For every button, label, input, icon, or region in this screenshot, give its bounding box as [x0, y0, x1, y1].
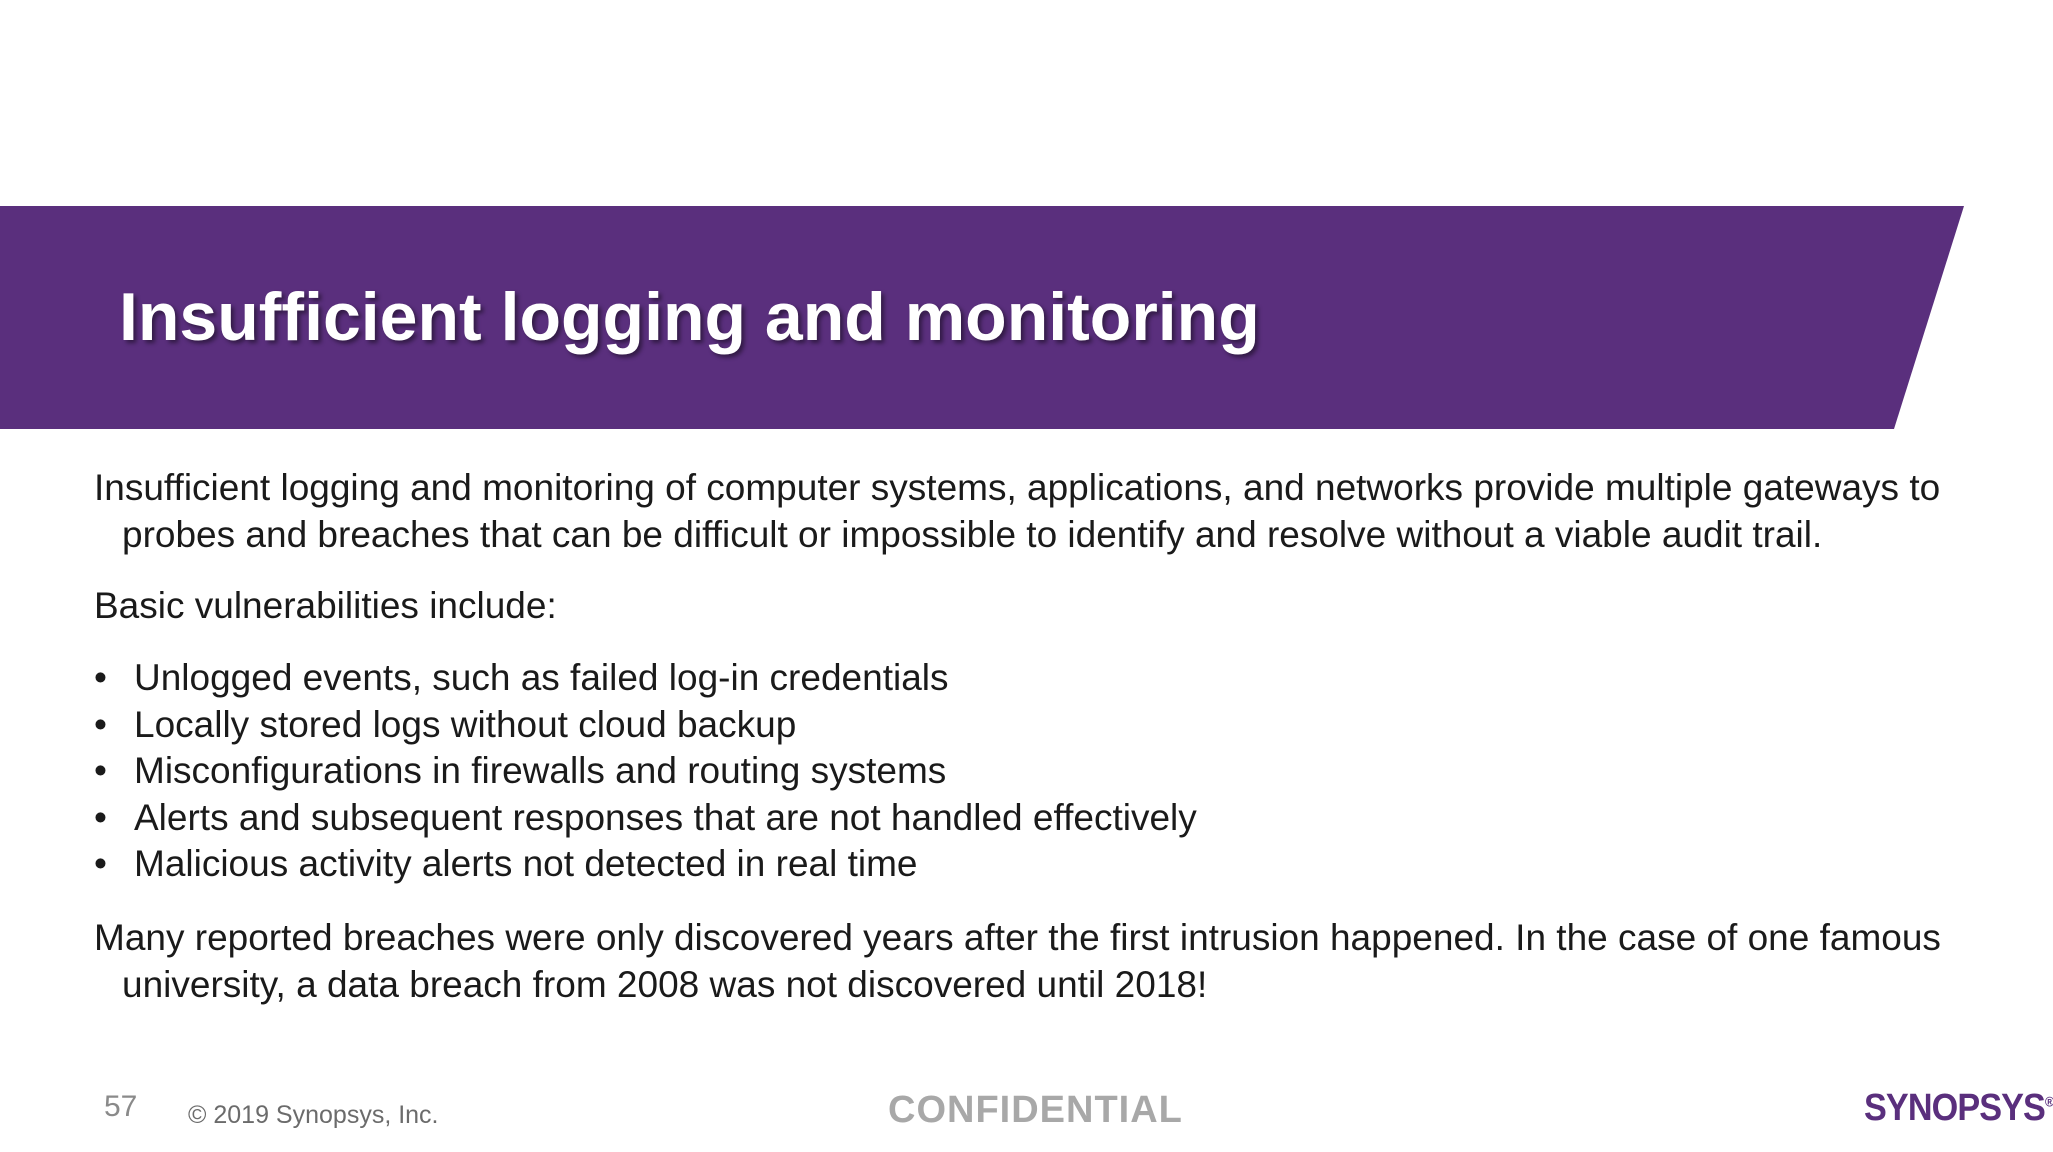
title-banner — [0, 206, 1964, 429]
vulnerability-list — [94, 655, 1974, 888]
bullet-icon: • — [94, 703, 107, 745]
page-number: 57 — [104, 1090, 138, 1123]
synopsys-logo — [1864, 1087, 2053, 1130]
list-item — [94, 748, 1974, 795]
bullet-icon: • — [94, 843, 107, 884]
slide-body — [94, 464, 1974, 1008]
registered-mark: ® — [2044, 1093, 2053, 1110]
list-item-text: Locally stored logs without cloud backup — [134, 703, 797, 745]
copyright-notice: © 2019 Synopsys, Inc. — [188, 1101, 439, 1129]
slide-title: Insufficient logging and monitoring — [119, 279, 1260, 355]
vulnerabilities-lead: Basic vulnerabilities include: — [94, 585, 557, 626]
list-item-text: Misconfigurations in firewalls and routing systems — [134, 750, 947, 791]
list-item-text: Alerts and subsequent responses that are not handled effectively — [134, 796, 1197, 838]
bullet-icon: • — [94, 657, 107, 698]
list-item — [94, 795, 1974, 842]
list-item — [94, 841, 1974, 888]
confidential-label: CONFIDENTIAL — [888, 1089, 1183, 1131]
logo-wordmark: SYNOPSYS — [1864, 1087, 2045, 1129]
closing-paragraph: Many reported breaches were only discovered years after the first intrusion happened. In the case of one famous university, a data breach from 2008 was not discovered until 2018! — [94, 916, 1941, 1005]
list-item-text: Unlogged events, such as failed log-in credentials — [134, 657, 949, 698]
list-item — [94, 655, 1974, 702]
list-item — [94, 702, 1974, 749]
bullet-icon: • — [94, 750, 107, 791]
bullet-icon: • — [94, 796, 107, 838]
intro-paragraph: Insufficient logging and monitoring of computer systems, applications, and networks provide multiple gateways to probes and breaches that can be difficult or impossible to identify and resolve without a viable audit trail. — [94, 467, 1941, 555]
list-item-text: Malicious activity alerts not detected in real time — [134, 843, 918, 884]
